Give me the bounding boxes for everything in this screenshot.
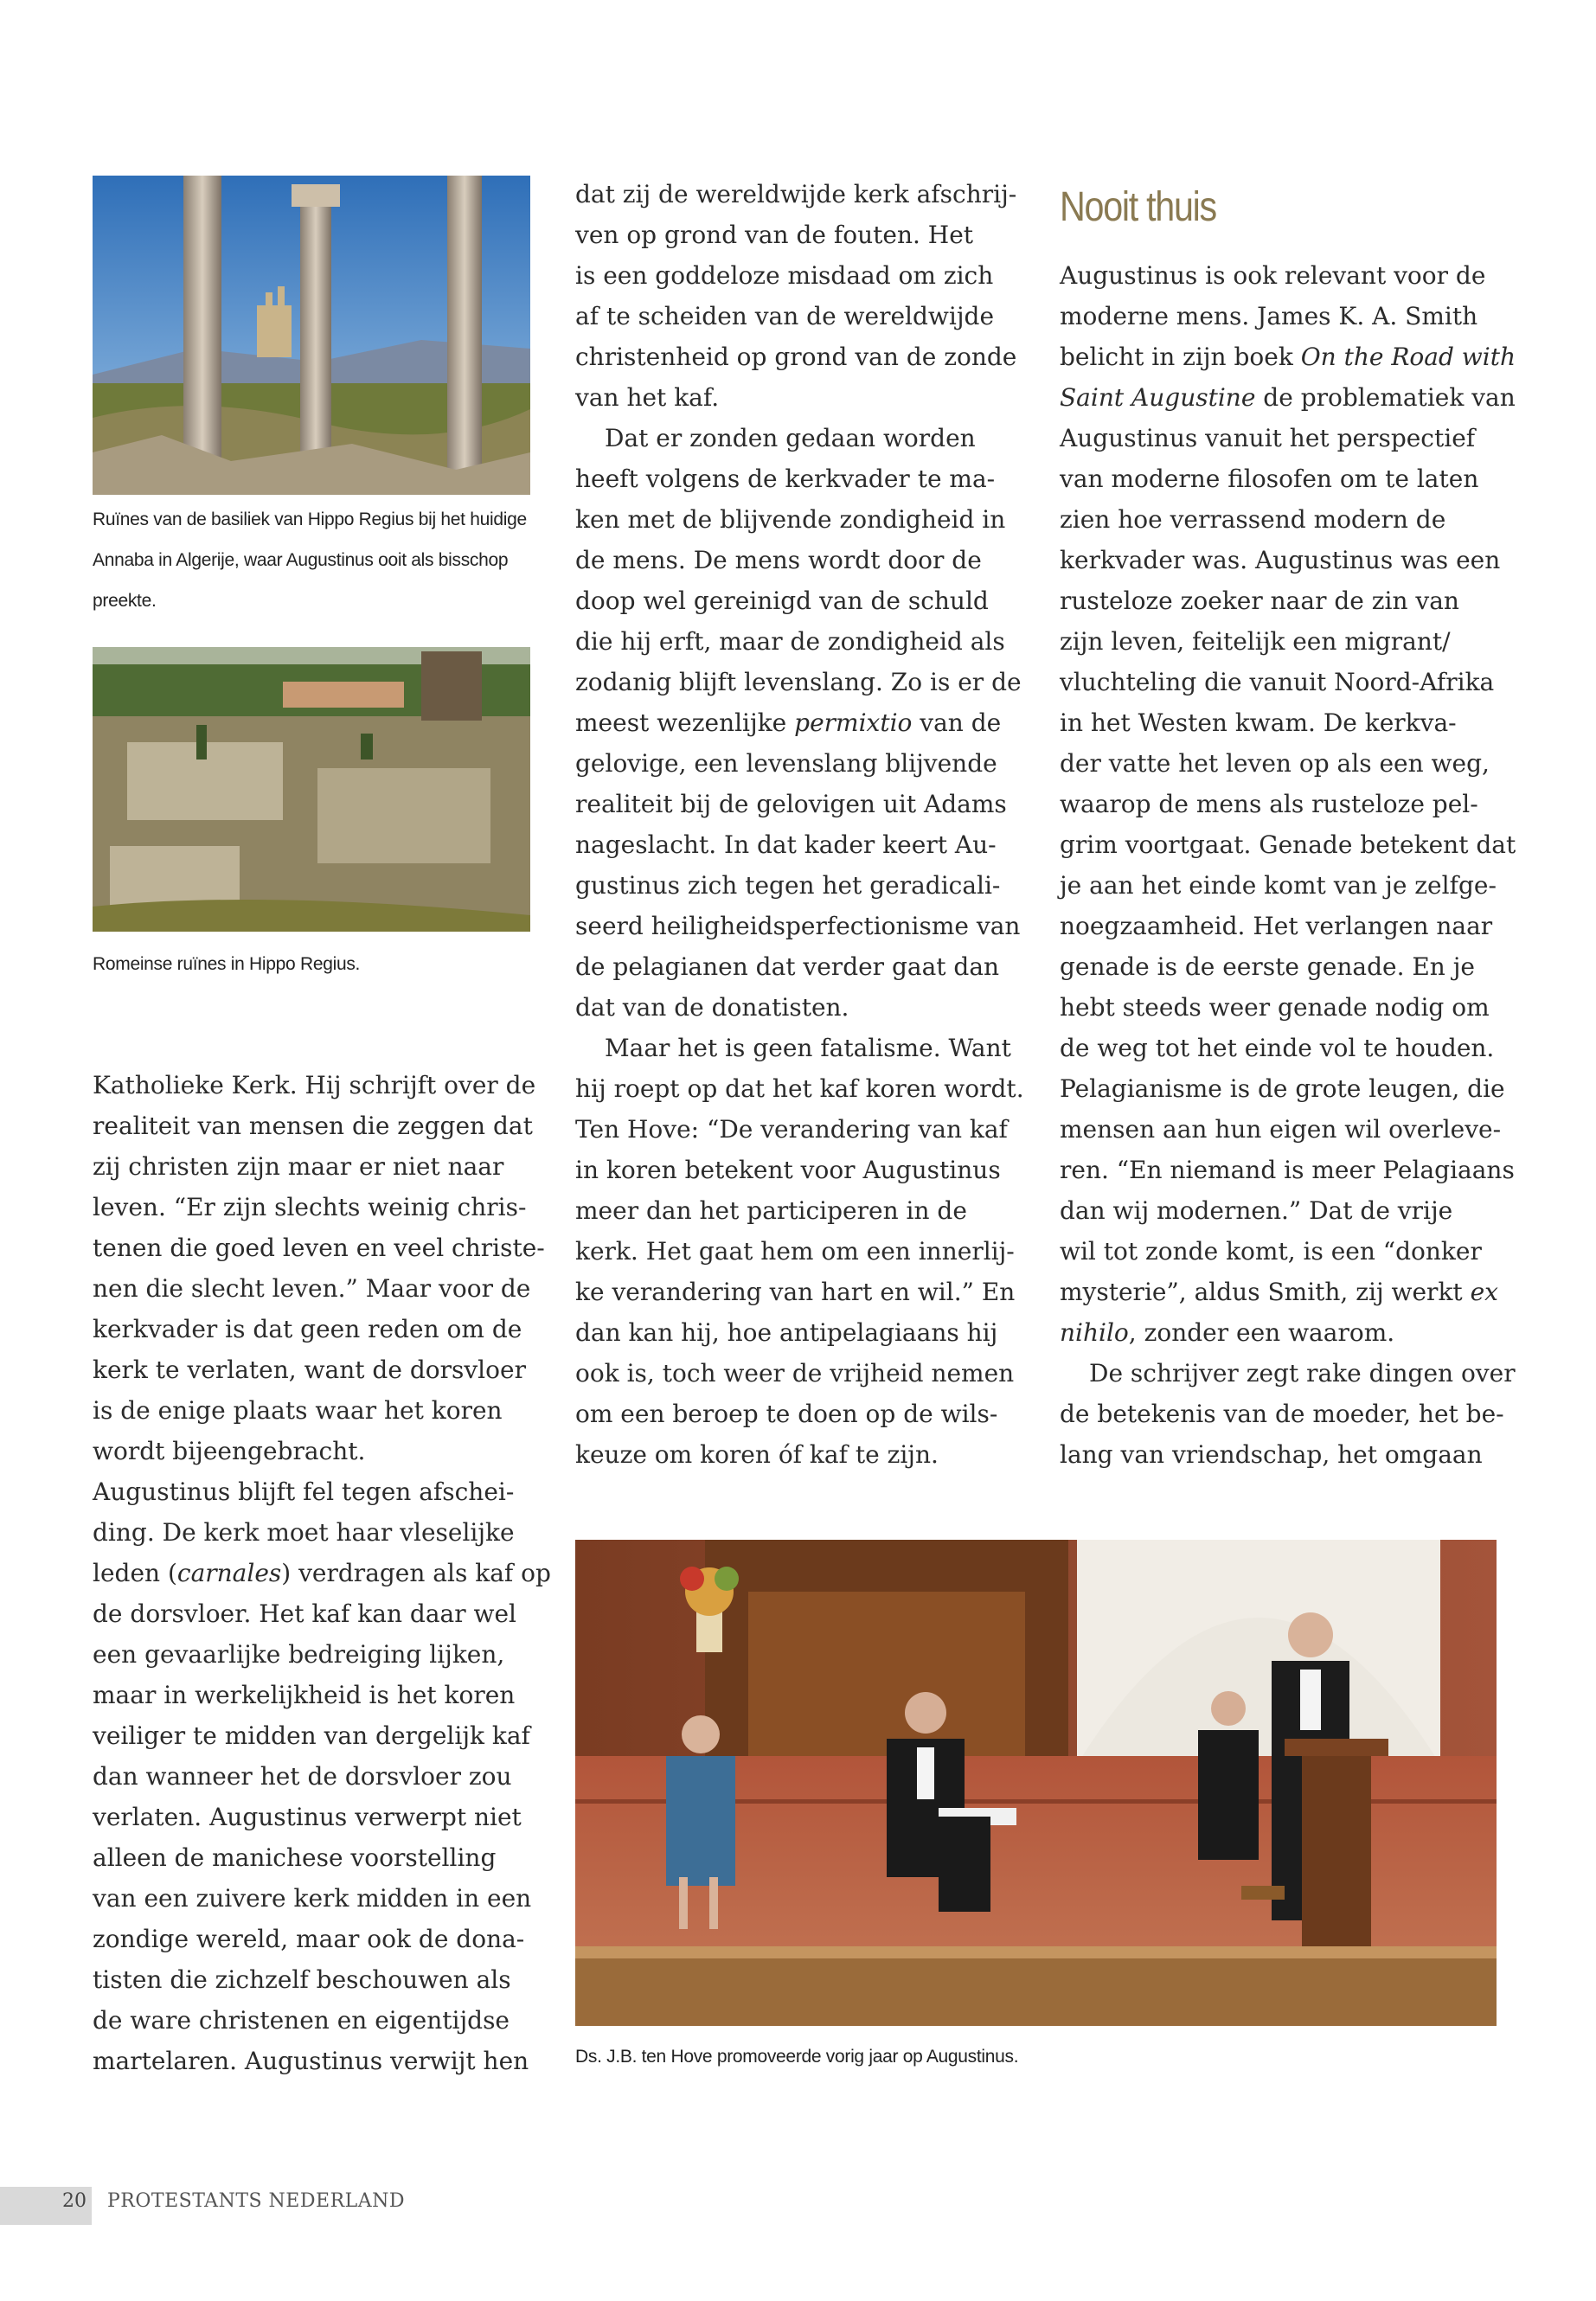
photo-caption: Romeinse ruïnes in Hippo Regius. xyxy=(93,954,361,974)
photo-basilica-columns xyxy=(93,176,530,495)
article-column-3: Augustinus is ook relevant voor de moderne mens. James K. A. Smith belicht in zijn boek On the Road with Saint Augustine de problematiek van Augustinus vanuit het perspectief van moderne filosofen om te laten zien hoe verrassend modern de kerkvader was. Augustinus was een rusteloze zoeker naar de zin van zijn leven, feitelijk een migrant/ vluchteling die vanuit Noord-Afrika in het Westen kwam. De kerkva- der vatte het leven op als een weg, waarop de mens als rusteloze pel- grim voortgaat. Genade betekent dat je aan het einde komt van je zelfge- noegzaamheid. Het verlangen naar genade is de eerste genade. En je hebt steeds weer genade nodig om de weg tot het einde vol te houden. Pelagianisme is de grote leugen, die mensen aan hun eigen wil overleve- ren. “En niemand is meer Pelagiaans dan wij modernen.” Dat de vrije wil tot zonde komt, is een “donker mysterie”, aldus Smith, zij werkt ex nihilo, zonder een waarom. De schrijver zegt rake dingen over de betekenis van de moeder, het be- lang van vriendschap, het omgaan xyxy=(1060,261,1516,1469)
photo-ruins-site xyxy=(93,647,530,932)
article-column-1: Katholieke Kerk. Hij schrijft over de realiteit van mensen die zeggen dat zij christen zijn maar er niet naar leven. “Er zijn slechts weinig chris- tenen die goed leven en veel christe- nen die slecht leven.” Maar voor de kerkvader is dat geen reden om de kerk te verlaten, want de dorsvloer is de enige plaats waar het koren wordt bijeengebracht. Augustinus blijft fel tegen afschei- ding. De kerk moet haar vleselijke leden (carnales) verdragen als kaf op de dorsvloer. Het kaf kan daar wel een gevaarlijke bedreiging lijken, maar in werkelijkheid is het koren veiliger te midden van dergelijk kaf dan wanneer het de dorsvloer zou verlaten. Augustinus verwerpt niet alleen de manichese voorstelling van een zuivere kerk midden in een zondige wereld, maar ook de dona- tisten die zichzelf beschouwen als de ware christenen en eigentijdse martelaren. Augustinus verwijt hen xyxy=(93,1071,551,2075)
photo-caption: Ruïnes van de basiliek van Hippo Regius bij het huidige Annaba in Algerije, waar Augustinus ooit als bisschop preekte. xyxy=(93,510,527,611)
section-heading: Nooit thuis xyxy=(1060,184,1216,230)
publication-name: PROTESTANTS NEDERLAND xyxy=(107,2190,406,2212)
page-number: 20 xyxy=(62,2190,87,2212)
article-column-2: dat zij de wereldwijde kerk afschrij- ven op grond van de fouten. Het is een goddeloze misdaad om zich af te scheiden van de wereldwijde christenheid op grond van de zonde van het kaf. Dat er zonden gedaan worden heeft volgens de kerkvader te ma- ken met de blijvende zondigheid in de mens. De mens wordt door de doop wel gereinigd van de schuld die hij erft, maar de zondigheid als zodanig blijft levenslang. Zo is er de meest wezenlijke permixtio van de gelovige, een levenslang blijvende realiteit bij de gelovigen uit Adams nageslacht. In dat kader keert Au- gustinus zich tegen het geradicali- seerd heiligheidsperfectionisme van de pelagianen dat verder gaat dan dat van de donatisten. Maar het is geen fatalisme. Want hij roept op dat het kaf koren wordt. Ten Hove: “De verandering van kaf in koren betekent voor Augustinus meer dan het participeren in de kerk. Het gaat hem om een innerlij- ke verandering van hart en wil.” En dan kan hij, hoe antipelagiaans hij ook is, toch weer de vrijheid nemen om een beroep te doen op de wils- keuze om koren óf kaf te zijn. xyxy=(575,180,1024,1469)
photo-caption: Ds. J.B. ten Hove promoveerde vorig jaar op Augustinus. xyxy=(575,2047,1019,2067)
photo-ceremony xyxy=(575,1540,1497,2026)
